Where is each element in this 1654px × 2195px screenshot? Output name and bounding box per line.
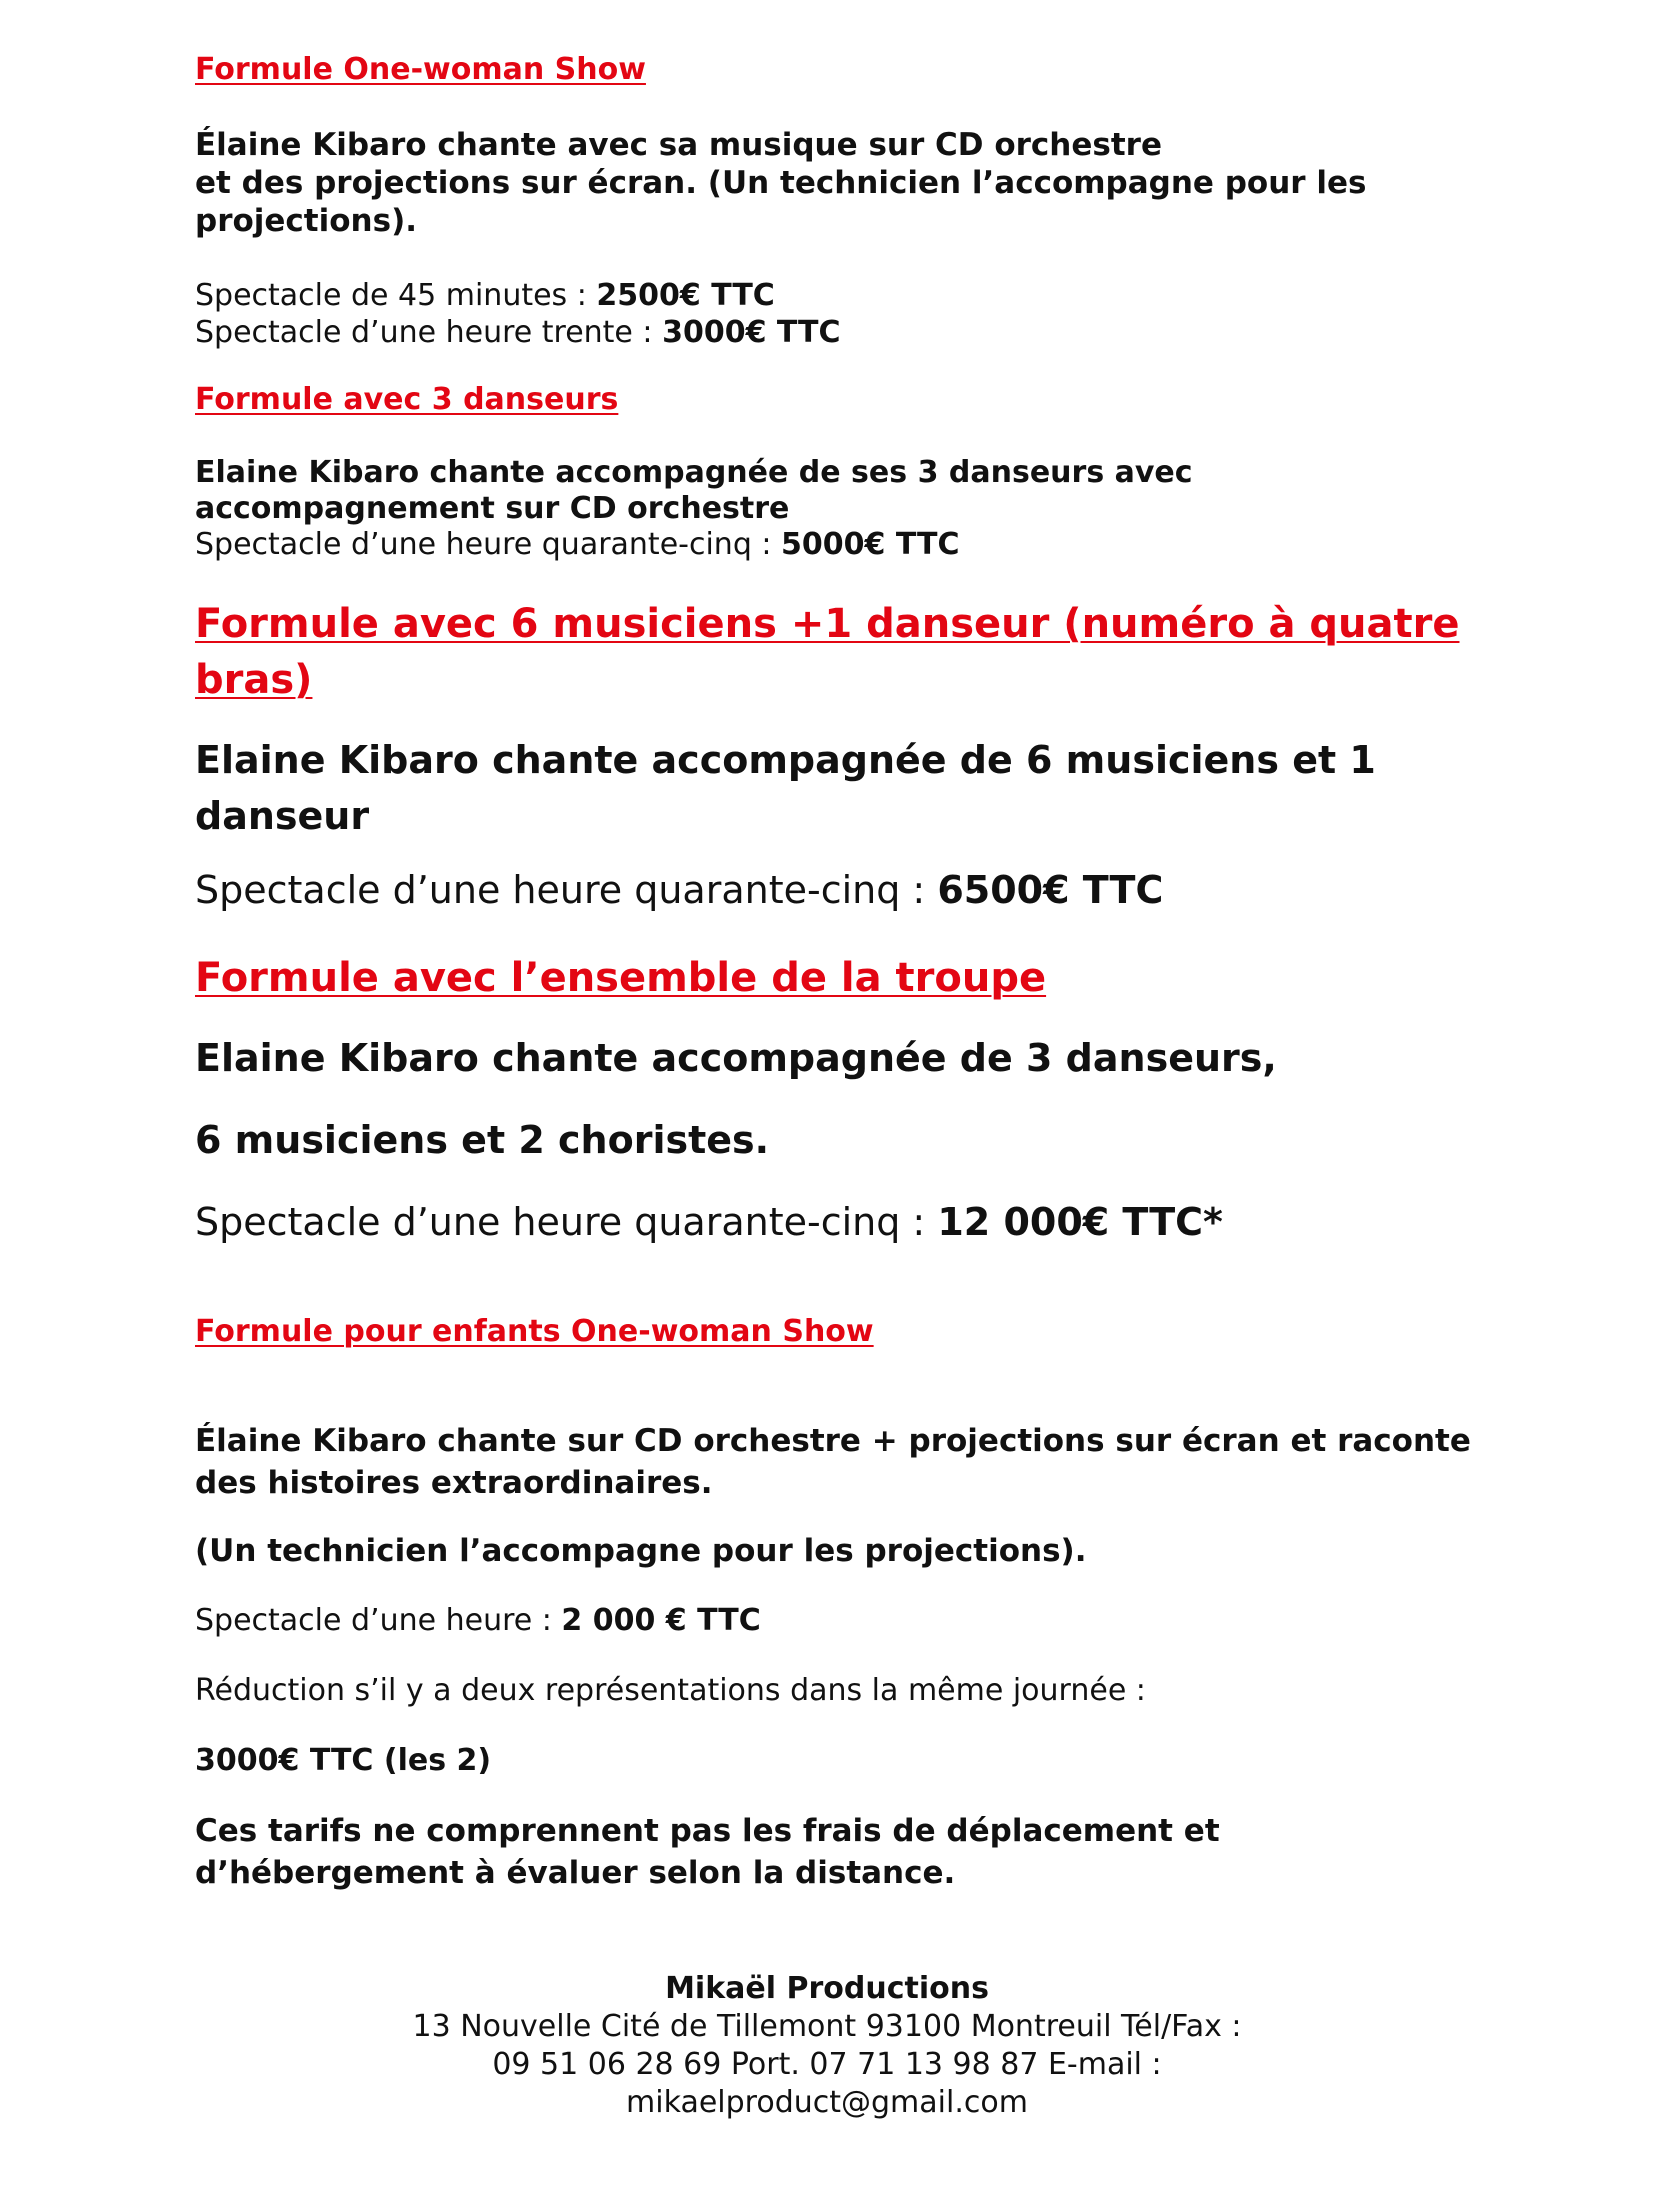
section5-reduction-text: Réduction s’il y a deux représentations dans la même journée :: [195, 1673, 1146, 1708]
section1-desc-line3: projections).: [195, 203, 418, 239]
section3-title-line1: Formule avec 6 musiciens +1 danseur (numéro à quatre: [195, 601, 1460, 647]
section5-offer: [195, 1600, 761, 1642]
footer-address-line2: 09 51 06 28 69 Port. 07 71 13 98 87 E-mail :: [492, 2047, 1162, 2082]
footer: [0, 1970, 1654, 2122]
offer-label: Spectacle d’une heure trente :: [195, 315, 663, 350]
footer-company: Mikaël Productions: [665, 1971, 989, 2006]
section4-desc-line2: 6 musiciens et 2 choristes.: [195, 1118, 770, 1162]
section3-title-line2: bras): [195, 657, 313, 703]
offer-price: 6500€ TTC: [937, 868, 1164, 912]
footer-address-line1: 13 Nouvelle Cité de Tillemont 93100 Montreuil Tél/Fax :: [412, 2009, 1242, 2044]
section4-desc-line1: Elaine Kibaro chante accompagnée de 3 danseurs,: [195, 1036, 1277, 1080]
section4-title: Formule avec l’ensemble de la troupe: [195, 955, 1047, 1001]
section1-desc-line1: Élaine Kibaro chante avec sa musique sur CD orchestre: [195, 127, 1162, 163]
offer-label: Spectacle d’une heure quarante-cinq :: [195, 868, 938, 912]
offer-label: Spectacle d’une heure quarante-cinq :: [195, 1200, 938, 1244]
section4-offer: [195, 1194, 1223, 1250]
section5-desc-line2: des histoires extraordinaires.: [195, 1465, 713, 1501]
offer-label: Spectacle d’une heure quarante-cinq :: [195, 527, 782, 562]
section2-offer: [195, 526, 960, 564]
section1-title: Formule One-woman Show: [195, 52, 646, 87]
section2-desc-line1: Elaine Kibaro chante accompagnée de ses 3 danseurs avec: [195, 455, 1193, 490]
section5-description: [195, 1420, 1471, 1504]
section2-title: Formule avec 3 danseurs: [195, 382, 619, 417]
section3-description: [195, 732, 1376, 844]
section2-desc-line2: accompagnement sur CD orchestre: [195, 491, 790, 526]
offer-price: 3000€ TTC: [662, 315, 841, 350]
offer-price: 12 000€ TTC*: [937, 1200, 1223, 1244]
section1-description: [195, 126, 1366, 240]
section3-desc-line1: Elaine Kibaro chante accompagnée de 6 musiciens et 1: [195, 738, 1376, 782]
section5-title: Formule pour enfants One-woman Show: [195, 1314, 874, 1349]
offer-price: 5000€ TTC: [781, 527, 960, 562]
section1-offer2: [195, 314, 841, 352]
offer-label: Spectacle de 45 minutes :: [195, 278, 597, 313]
section1-desc-line2: et des projections sur écran. (Un technicien l’accompagne pour les: [195, 165, 1367, 201]
footer-email: mikaelproduct@gmail.com: [626, 2085, 1028, 2120]
section5-desc-line1: Élaine Kibaro chante sur CD orchestre + projections sur écran et raconte: [195, 1423, 1471, 1459]
section5-disclaimer-line2: d’hébergement à évaluer selon la distance.: [195, 1855, 956, 1891]
section5-disclaimer: [195, 1810, 1220, 1894]
offer-price: 2 000 € TTC: [561, 1603, 761, 1638]
section3-title: [195, 596, 1459, 708]
offer-label: Spectacle d’une heure :: [195, 1603, 562, 1638]
section5-reduction-price: 3000€ TTC (les 2): [195, 1743, 492, 1778]
section5-disclaimer-line1: Ces tarifs ne comprennent pas les frais de déplacement et: [195, 1813, 1220, 1849]
section3-desc-line2: danseur: [195, 794, 370, 838]
offer-price: 2500€ TTC: [596, 278, 775, 313]
section3-offer: [195, 862, 1163, 918]
section1-offer1: [195, 277, 775, 315]
section5-note: (Un technicien l’accompagne pour les projections).: [195, 1533, 1087, 1569]
